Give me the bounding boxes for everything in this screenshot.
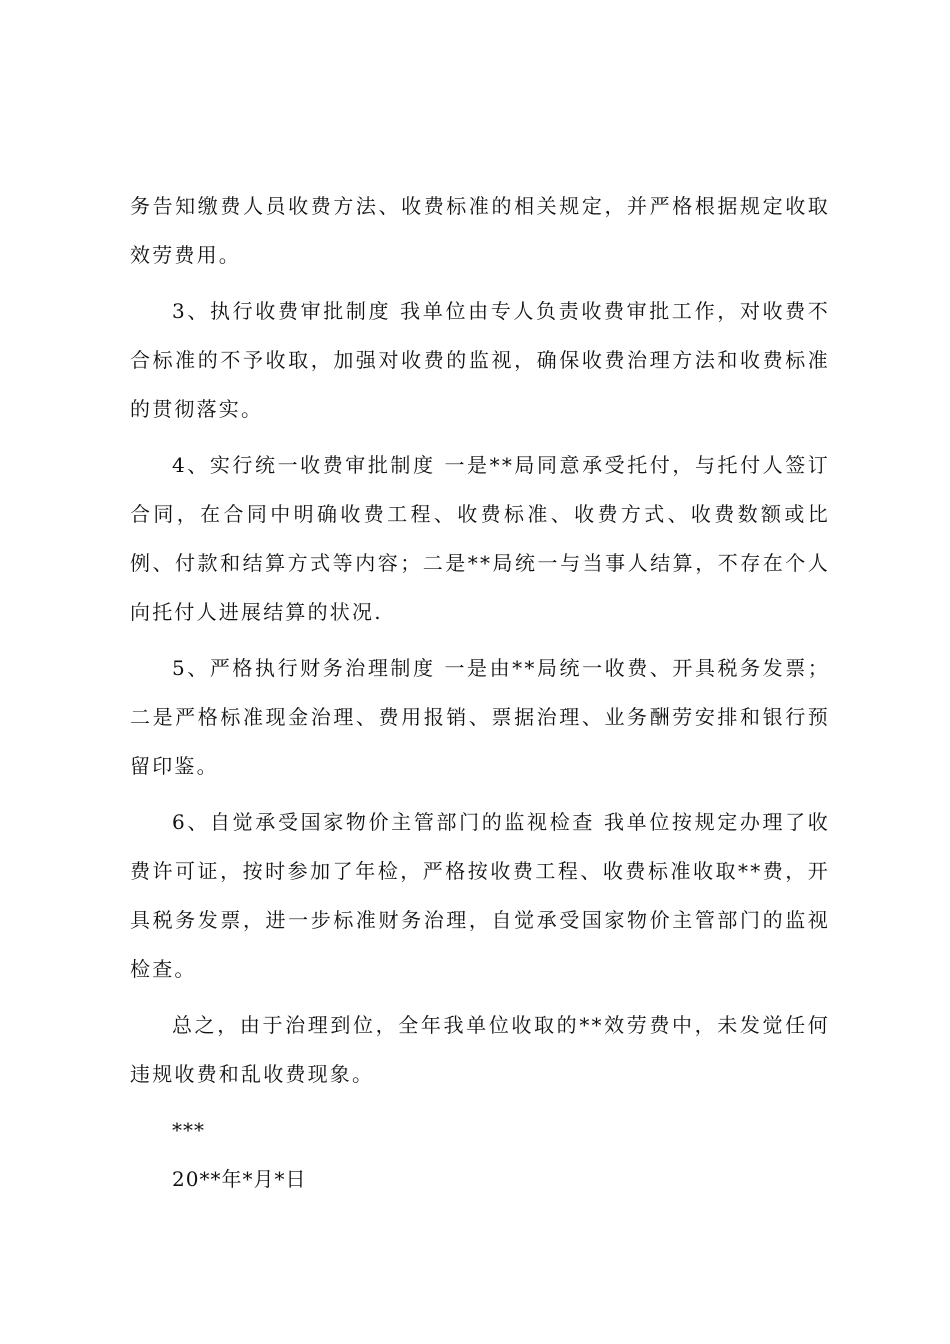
paragraph-continuation: 务告知缴费人员收费方法、收费标准的相关规定，并严格根据规定收取效劳费用。 bbox=[130, 194, 830, 267]
paragraph-summary: 总之，由于治理到位，全年我单位收取的**效劳费中，未发觉任何违规收费和乱收费现象。 bbox=[130, 1013, 830, 1086]
paragraph-item-4: 4、实行统一收费审批制度 一是**局同意承受托付，与托付人签订合同，在合同中明确收费工程、收费标准、收费方式、收费数额或比例、付款和结算方式等内容；二是**局统一与当事人结算，不存在个人向托付人进展结算的状况. bbox=[130, 453, 830, 624]
paragraph-item-5: 5、严格执行财务治理制度 一是由**局统一收费、开具税务发票；二是严格标准现金治理、费用报销、票据治理、业务酬劳安排和银行预留印鉴。 bbox=[130, 656, 830, 778]
date: 20**年*月*日 bbox=[172, 1167, 307, 1191]
paragraph-item-3: 3、执行收费审批制度 我单位由专人负责收费审批工作，对收费不合标准的不予收取，加强对收费的监视，确保收费治理方法和收费标准的贯彻落实。 bbox=[130, 299, 830, 421]
paragraph-item-6: 6、自觉承受国家物价主管部门的监视检查 我单位按规定办理了收费许可证，按时参加了年检，严格按收费工程、收费标准收取**费，开具税务发票，进一步标准财务治理，自觉承受国家物价主管部门的监视检查。 bbox=[130, 810, 830, 981]
signature: *** bbox=[172, 1118, 205, 1142]
document-body bbox=[130, 182, 830, 1204]
